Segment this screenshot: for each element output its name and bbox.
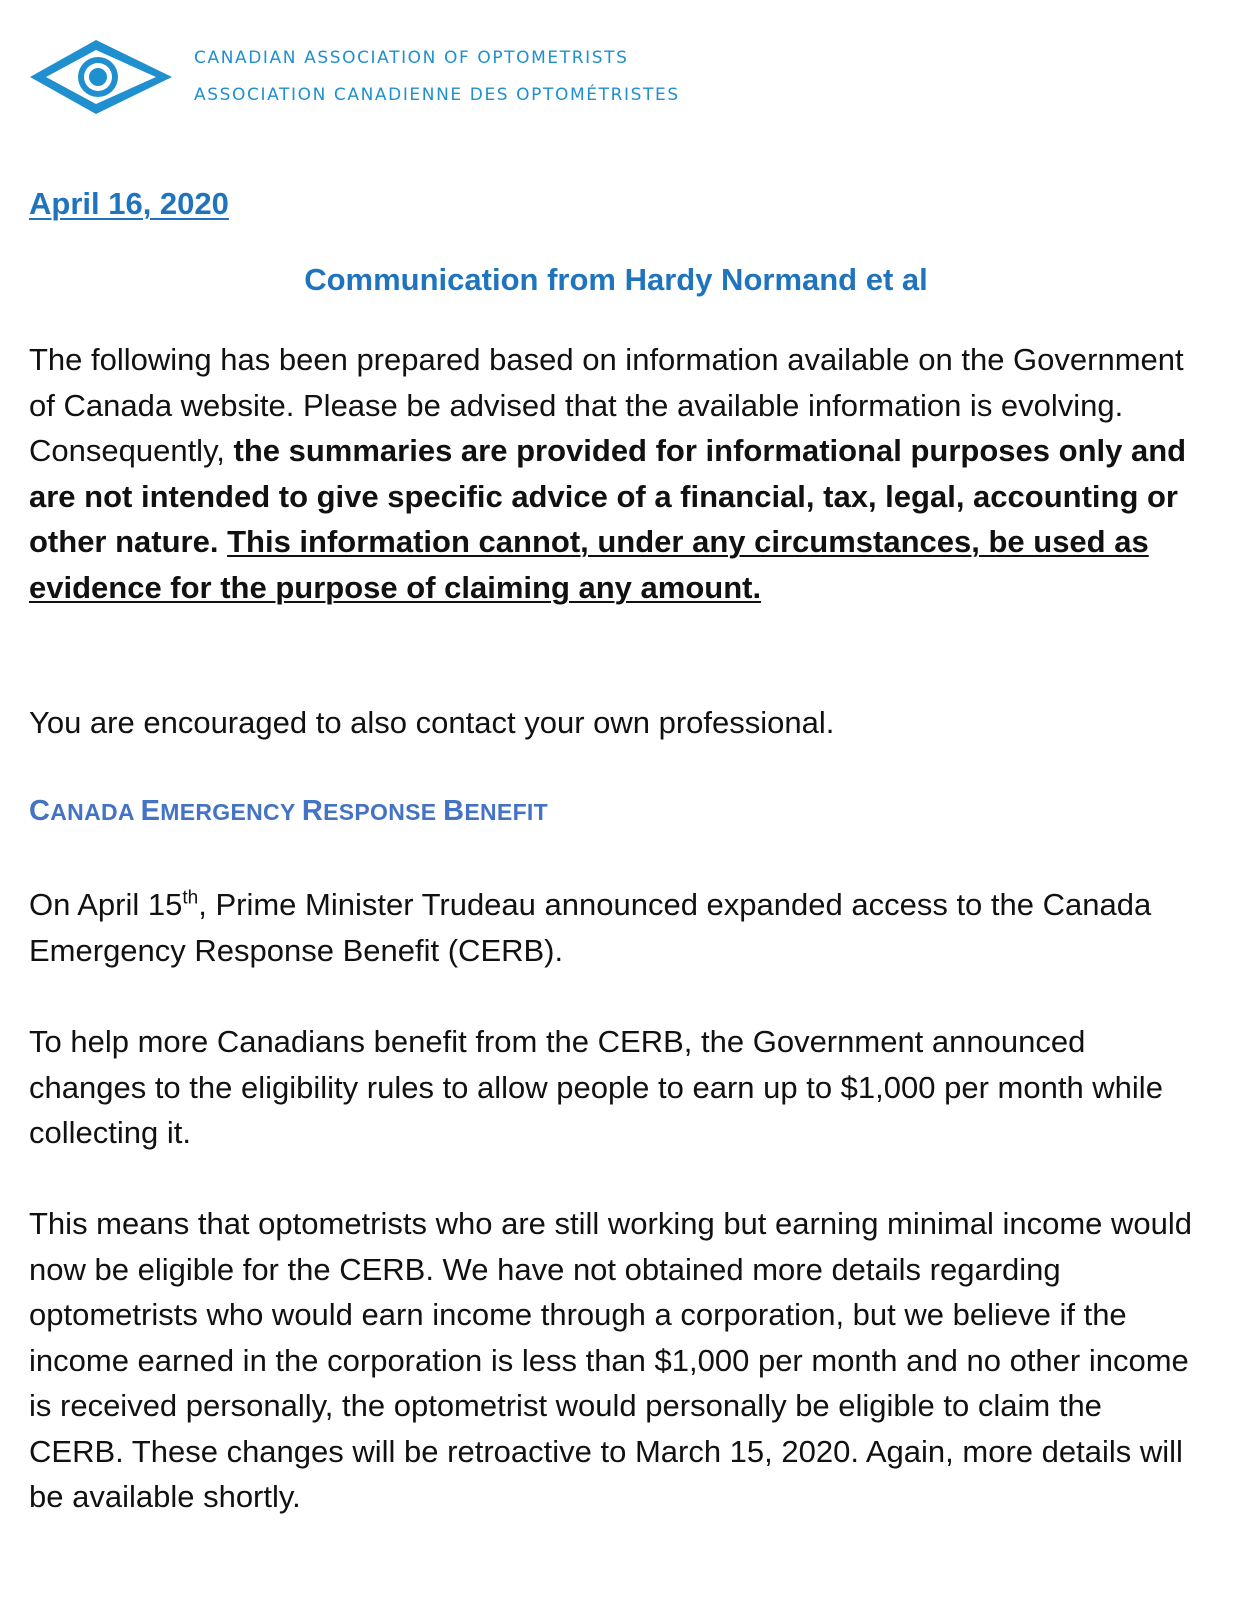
section-heading-cerb xyxy=(29,795,548,828)
cerb-announcement-text-rest: , Prime Minister Trudeau announced expanded access to the Canada Emergency Response Benefit (CERB). xyxy=(29,887,1152,968)
disclaimer-bold-text: the summaries are provided for informational purposes only and are not intended to give specific advice of a financial, tax, legal, accounting or other nature. xyxy=(29,433,1187,559)
cerb-optometrists-paragraph: This means that optometrists who are still working but earning minimal income would now be eligible for the CERB. We have not obtained more details regarding optometrists who would earn income through a corporation, but we believe if the income earned in the corporation is less than $1,000 per month and no other income is received personally, the optometrist would personally be eligible to claim the CERB. These changes will be retroactive to March 15, 2020. Again, more details will be available shortly. xyxy=(29,1206,1192,1514)
section-heading-word: MERGENCY xyxy=(160,799,302,825)
section-heading-word: ENEFIT xyxy=(464,799,548,825)
section-heading-letter: C xyxy=(29,795,51,827)
eye-logo-icon xyxy=(26,37,176,117)
cerb-eligibility-paragraph: To help more Canadians benefit from the CERB, the Government announced changes to the eligibility rules to allow people to earn up to $1,000 per month while collecting it. xyxy=(29,1024,1163,1150)
section-heading-word: ANADA xyxy=(50,799,141,825)
document-title xyxy=(0,262,1247,298)
section-heading-letter: E xyxy=(140,795,161,827)
document-title-text: Communication from Hardy Normand et al xyxy=(304,262,928,297)
cerb-announcement-paragraph xyxy=(29,882,1199,973)
document-date: April 16, 2020 xyxy=(29,186,229,221)
disclaimer-bold-underlined-text: This information cannot, under any circumstances, be used as evidence for the purpose of claiming any amount. xyxy=(29,524,1149,605)
cerb-announcement-text: On April 15 xyxy=(29,887,183,922)
org-name-english: CANADIAN ASSOCIATION OF OPTOMETRISTS xyxy=(194,48,629,68)
ordinal-suffix: th xyxy=(182,887,199,909)
disclaimer-plain-text: The following has been prepared based on information available on the Government of Canada website. Please be advised that the available information is evolving. Consequently, xyxy=(29,342,1184,468)
section-heading-letter: R xyxy=(301,795,324,827)
contact-note: You are encouraged to also contact your own professional. xyxy=(29,705,835,740)
section-heading-word: ESPONSE xyxy=(323,799,444,825)
org-name-french: ASSOCIATION CANADIENNE DES OPTOMÉTRISTES xyxy=(194,85,680,105)
disclaimer-paragraph xyxy=(29,337,1199,610)
section-heading-letter: B xyxy=(443,795,465,827)
